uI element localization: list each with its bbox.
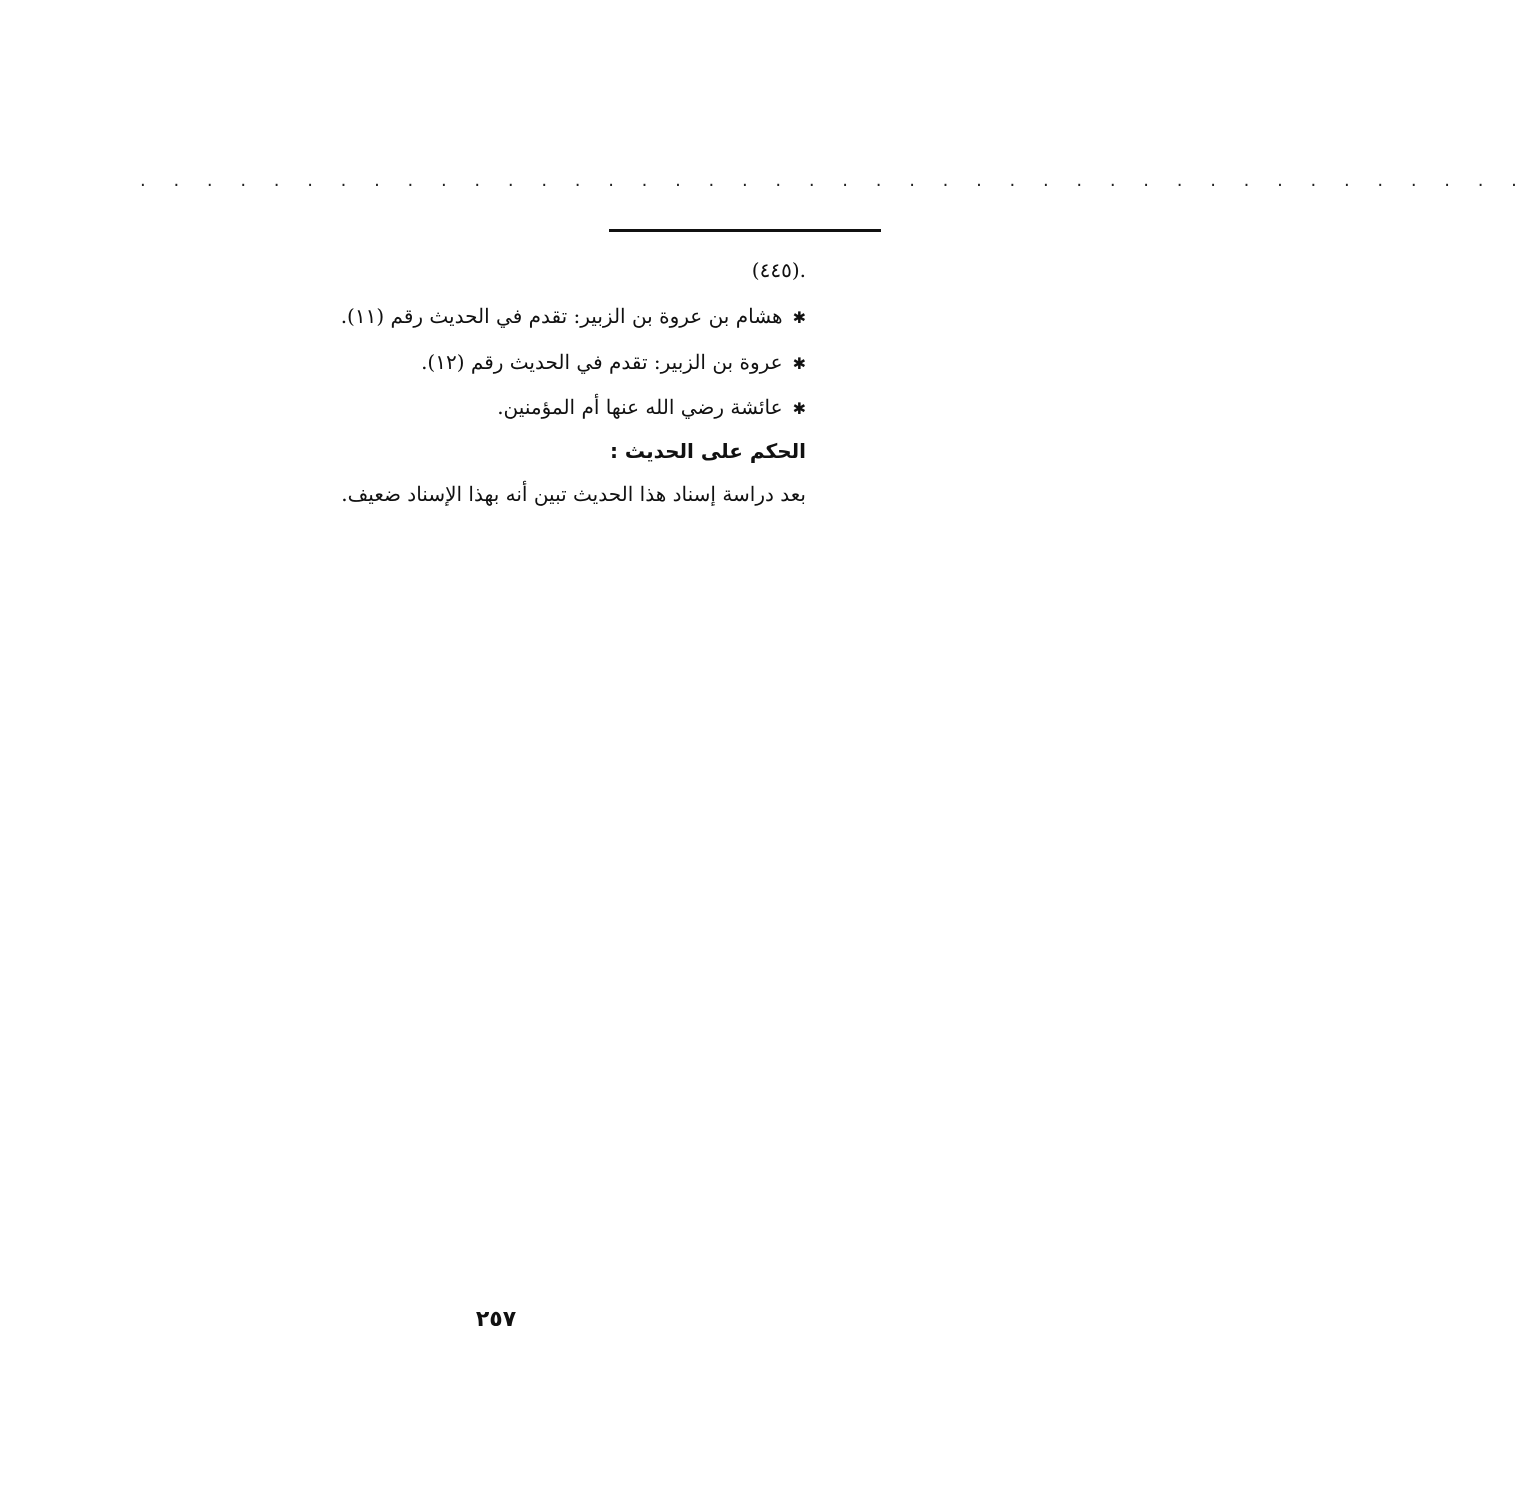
asterisk-bullet-icon: ✱ <box>792 308 806 327</box>
asterisk-bullet-icon: ✱ <box>792 399 806 418</box>
narrator-text-1: هشام بن عروة بن الزبير: تقدم في الحديث رقم (١١). <box>340 304 783 328</box>
footnote-rule <box>609 229 881 232</box>
narrator-item-2 <box>421 347 806 379</box>
narrator-item-1 <box>341 301 806 333</box>
page-number: ٢٥٧ <box>475 1307 517 1332</box>
ruling-text: بعد دراسة إسناد هذا الحديث تبين أنه بهذا الإسناد ضعيف. <box>341 482 806 506</box>
narrator-text-2: عروة بن الزبير: تقدم في الحديث رقم (١٢). <box>421 350 783 374</box>
narrator-item-3 <box>497 392 806 424</box>
reference-line: .(٤٤٥) <box>751 258 806 282</box>
asterisk-bullet-icon: ✱ <box>792 354 806 373</box>
ruling-heading: الحكم على الحديث : <box>609 439 806 463</box>
narrator-text-3: عائشة رضي الله عنها أم المؤمنين. <box>497 395 783 419</box>
dotted-separator: · · · · · · · · · · · · · · · · · · · · · · · · · · · · · · · · · · · · · · · · · · <box>140 175 1528 196</box>
